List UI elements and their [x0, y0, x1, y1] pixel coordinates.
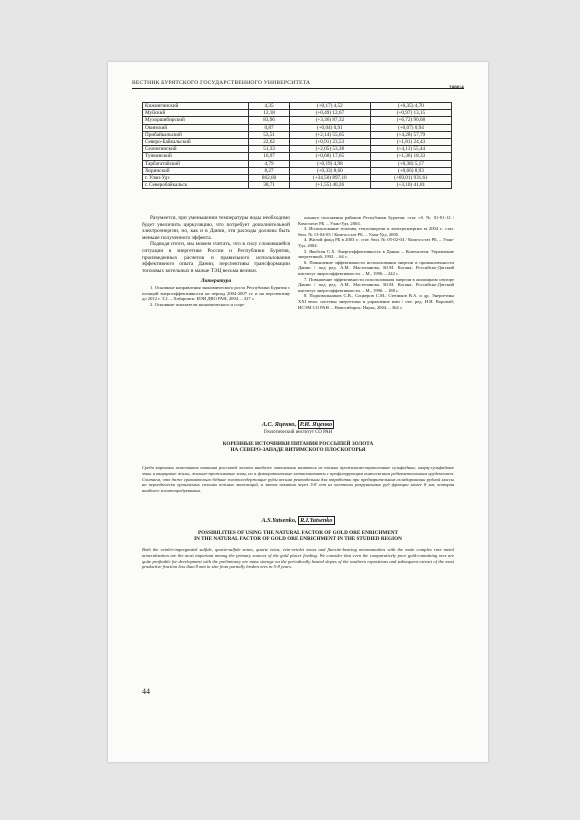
table-cell: Хоринский: [143, 167, 249, 174]
en-abstract: Both the veinlet-impregnated sulfide, quartz-sulfide zones, quartz veins, vein-veinlet zones and fluorite-bearing metasomatites with the main complex rare metal mineralization are the most important among the primary sources of the gold placer feeding. We consider that even the comparatively poor gold-containing ores are quite profitable for development with the preliminary ore mass storage on the periodically heated slopes of the southern expositions and subsequent extract of the most productive fraction less than 8 mm in size from partially broken ores in 5-8 years.: [142, 547, 454, 570]
table-cell: г. Северобайкальск: [143, 182, 249, 189]
issue-number: 2008/4: [448, 86, 464, 91]
ru-affiliation: Геологический институт СО РАН: [263, 430, 333, 435]
page-number: 44: [142, 687, 150, 696]
table-cell: (+0,97) 13,15: [370, 110, 451, 117]
data-table: [142, 102, 452, 189]
table-cell: (+0,35) 4,70: [370, 103, 451, 110]
table-cell: (+0,17) 4,52: [289, 103, 370, 110]
table-cell: Селенгинский: [143, 146, 249, 153]
en-title: [108, 530, 488, 543]
reference-item: 1. Основные направления экономического роста Республики Бурятия с позиций энергоэффективности на период 2004-2007 гг. и на перспективу до 2012 г. Т.2. – Хабаровск: ИЭИ ДВО РАН, 2004. – 327 с.: [142, 284, 290, 302]
right-column: [298, 215, 454, 310]
table-row: [143, 124, 452, 131]
table-row: [143, 131, 452, 138]
table-cell: 83,96: [249, 117, 289, 124]
table-cell: Тарбагатайский: [143, 160, 249, 167]
table-row: [143, 139, 452, 146]
table-row: [143, 182, 452, 189]
reference-item: 7. Повышение эффективности использования энергии в жилищном секторе Дании / под ред. А.М. Мастепанова, Ю.М. Когана; Российско-Датский институт энергоэффективности. – М., 1996. – 188 с.: [298, 276, 454, 293]
table-cell: Прибайкальский: [143, 131, 249, 138]
table-cell: (+0,38) 5,17: [370, 160, 451, 167]
table-cell: Северо-Байкальский: [143, 139, 249, 146]
paragraph: Разумеется, при уменьшении температуры воды необходимо будет увеличить циркуляцию, что потребует дополнительной электроэнергии, но, как и в Дании, эти расходы должны быть меньше полученного эффекта.: [142, 215, 290, 241]
ru-title: [108, 441, 488, 454]
table-cell: (+1,81) 24,43: [370, 139, 451, 146]
author-name-boxed: R.I.Yatsenko: [300, 517, 333, 524]
en-authors: [108, 517, 488, 524]
table-row: [143, 110, 452, 117]
ru-authors: [108, 421, 488, 428]
table-cell: 862,60: [249, 175, 289, 182]
left-column: [142, 215, 290, 307]
journal-name: ВЕСТНИК БУРЯТСКОГО ГОСУДАРСТВЕННОГО УНИВЕРСИТЕТА: [132, 80, 311, 86]
table-cell: (+0,49) 12,67: [289, 110, 370, 117]
table-cell: (+0,68) 17,65: [289, 153, 370, 160]
table-cell: (+3,10) 41,81: [370, 182, 451, 189]
running-header: [132, 80, 464, 89]
table-cell: 12,18: [249, 110, 289, 117]
table-cell: 4,79: [249, 160, 289, 167]
table-cell: 51,33: [249, 146, 289, 153]
table-cell: (+0,33) 8,60: [289, 167, 370, 174]
reference-item: 5. Якобсен С.Х. Энергоэффективность в Дании. – Копенгаген: Управление энергетикой, 1992. – 64 с.: [298, 248, 454, 260]
reference-item: 6. Повышение эффективности использования энергии в промышленности Дании / под ред. А.М. Мастепанова, Ю.М. Когана; Российско-Датский институт энергоэффективности. – М., 1996. – 242 с.: [298, 259, 454, 276]
table-cell: 8,27: [249, 167, 289, 174]
table-cell: (+0,66) 8,93: [370, 167, 451, 174]
table-cell: (+69,01) 931,61: [370, 175, 451, 182]
table-cell: (+4,28) 57,79: [370, 131, 451, 138]
table-cell: Тункинский: [143, 153, 249, 160]
table-cell: (+1,55) 40,26: [289, 182, 370, 189]
table-cell: 0,87: [249, 124, 289, 131]
ru-abstract: Среди коренных источников питания россыпей золота наиболее значимыми являются не только прожилково-вкрапленные сульфидные, кварц-сульфидные зоны и кварцевые жилы, жильно-прожилковые зоны, но и флюоритоносные метасоматиты с профилирующим комплексным редкометалльным оруденением. Считаем, что даже сравнительно бедные золотосодержащие руды весьма рентабельны для отработки при предварительном складировании рудной массы на периодически орошаемых склонах южных экспозиций, а затем изъятии через 5-8 лет из частично разрушенных руд фракции менее 8 мм, которая наиболее золотопродуктивна.: [142, 465, 454, 494]
table-cell: 53,51: [249, 131, 289, 138]
table-cell: (+0,07) 0,94: [370, 124, 451, 131]
author-name-boxed: Р.И. Яценко: [299, 421, 333, 428]
table-cell: (+0,19) 4,98: [289, 160, 370, 167]
author-name: А.С. Яценко,: [261, 421, 297, 428]
table-cell: Кижингинский: [143, 103, 249, 110]
table-cell: (+2,05) 53,38: [289, 146, 370, 153]
table-row: [143, 103, 452, 110]
table-cell: (+6,72) 90,68: [370, 117, 451, 124]
table-cell: (+2,14) 55,65: [289, 131, 370, 138]
table-cell: (+0,04) 0,91: [289, 124, 370, 131]
table-cell: Муйский: [143, 110, 249, 117]
table-row: [143, 153, 452, 160]
table-cell: (+0,91) 23,53: [289, 139, 370, 146]
table-row: [143, 167, 452, 174]
table-cell: г. Улан-Удэ: [143, 175, 249, 182]
table-row: [143, 160, 452, 167]
table-row: [143, 117, 452, 124]
table-cell: 38,71: [249, 182, 289, 189]
reference-item: 2. Основные показатели экономического и соци-: [150, 301, 245, 307]
reference-item: 8. Подковальников С.В., Соцкеров С.М., Степиков В.А. и др. Энергетика XXI века: системы энергетики и управление ими / отв. ред. Н.И. Воропай; ИСЭМ СО РАН. – Новосибирск: Наука, 2004. – 364 с.: [298, 293, 454, 310]
table-cell: (+3,36) 87,32: [289, 117, 370, 124]
author-name: A.S.Yatsenko,: [261, 517, 297, 524]
table-cell: (+4,11) 55,44: [370, 146, 451, 153]
journal-page: [108, 62, 488, 762]
table-cell: (+34,50) 897,10: [289, 175, 370, 182]
references-heading: Литература: [200, 278, 232, 285]
title-line: IN THE NATURAL FACTOR OF GOLD ORE ENRICHMENT IN THE STUDIED REGION: [194, 536, 402, 543]
table-row: [143, 175, 452, 182]
paragraph: Подводя итоги, мы можем считать, что в силу сложившейся ситуации в энергетике России и Республики Бурятия, произведенных расчетов и правильного использования эффективного опыта Дании, перспективы трансформации топловых котельных в малые ТЭЦ весьма велики.: [142, 241, 290, 274]
table-cell: (+1,36) 18,33: [370, 153, 451, 160]
reference-item: ального положения районов Республики Бурятия: стат. сб. № 01-01-12 / Комстатат РБ. – Улан-Удэ, 2004.: [298, 215, 454, 226]
reference-item: 4. Жилой фонд РБ в 2003 г.: стат. бюл. № 05-02-04 / Комгосстат РБ. – Улан-Удэ, 2004.: [298, 237, 454, 248]
reference-item: 3. Использование топлива, теплоэнергии и электроэнергии за 2004 г.: стат. бюл. № 13-04-05 / Комгосстат РБ. – Улан-Удэ, 2005.: [298, 226, 454, 237]
title-line: НА СЕВЕРО-ЗАПАДЕ ВИТИМСКОГО ПЛОСКОГОРЬЯ: [230, 447, 366, 454]
title-line: КОРЕННЫЕ ИСТОЧНИКИ ПИТАНИЯ РОССЫПЕЙ ЗОЛОТА: [222, 441, 374, 447]
table-cell: 22,62: [249, 139, 289, 146]
table-row: [143, 146, 452, 153]
table-cell: Окинский: [143, 124, 249, 131]
table-cell: 4,35: [249, 103, 289, 110]
table-cell: Мухоршибирский: [143, 117, 249, 124]
title-line: POSSIBILITIES OF USING THE NATURAL FACTOR OF GOLD ORE ENRICHMENT: [198, 530, 398, 536]
table-cell: 16,97: [249, 153, 289, 160]
